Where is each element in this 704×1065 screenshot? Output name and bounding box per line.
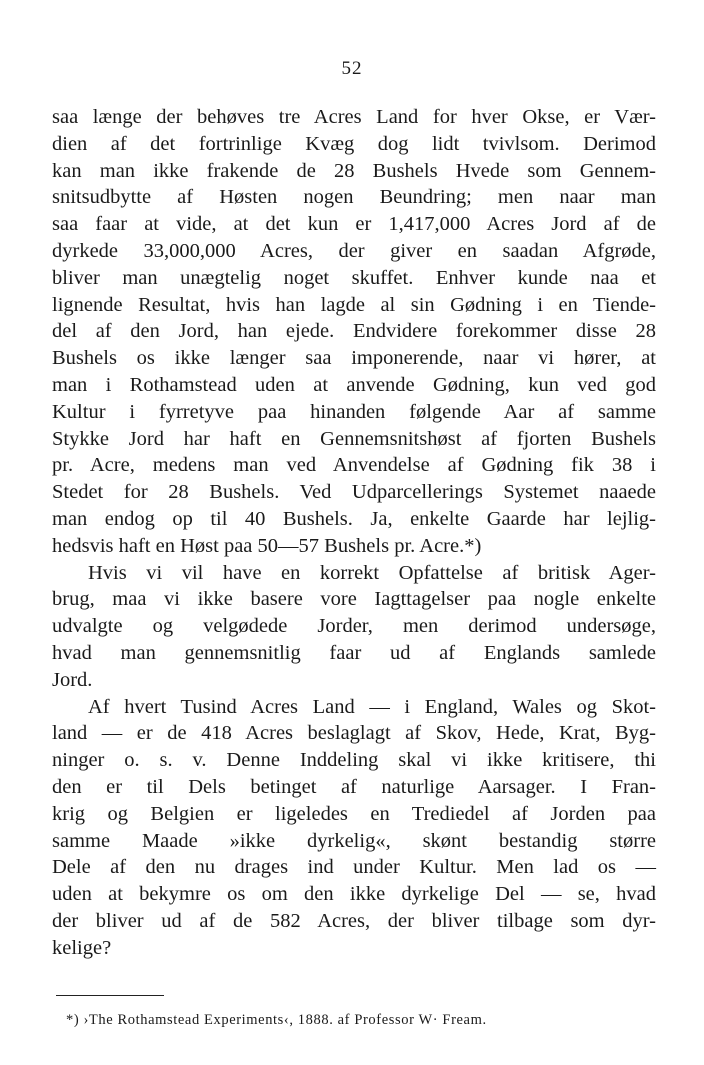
text-line: hedsvis haft en Høst paa 50—57 Bushels pr. Acre.*) xyxy=(52,534,482,557)
text-line: bliver man unægtelig noget skuffet. Enhver kunde naa et xyxy=(52,266,656,289)
text-line: Stedet for 28 Bushels. Ved Udparcellerings Systemet naaede xyxy=(52,481,656,504)
text-line: uden at bekymre os om den ikke dyrkelige Del — se, hvad xyxy=(52,883,656,906)
page-number: 52 xyxy=(341,58,363,79)
text-line: den er til Dels betinget af naturlige Aarsager. I Fran- xyxy=(52,775,656,798)
text-line: dien af det fortrinlige Kvæg dog lidt tvivlsom. Derimod xyxy=(52,132,656,155)
text-line: kelige? xyxy=(52,936,112,959)
text-line: man i Rothamstead uden at anvende Gødning, kun ved god xyxy=(52,373,656,396)
text-line: Dele af den nu drages ind under Kultur. Men lad os — xyxy=(52,856,656,879)
text-line: hvad man gennemsnitlig faar ud af Englands samlede xyxy=(52,641,656,664)
text-line: del af den Jord, han ejede. Endvidere forekommer disse 28 xyxy=(52,320,656,343)
text-line: der bliver ud af de 582 Acres, der bliver tilbage som dyr- xyxy=(52,909,656,932)
text-line: kan man ikke frakende de 28 Bushels Hvede som Gennem- xyxy=(52,159,656,182)
text-line: krig og Belgien er ligeledes en Trediedel af Jorden paa xyxy=(52,802,656,825)
paragraph xyxy=(52,694,656,962)
text-line: samme Maade »ikke dyrkelig«, skønt bestandig større xyxy=(52,829,656,852)
text-line: man endog op til 40 Bushels. Ja, enkelte Gaarde har lejlig- xyxy=(52,507,656,530)
footnote: *) ›The Rothamstead Experiments‹, 1888. af Professor W· Fream. xyxy=(66,1012,487,1028)
body-text xyxy=(52,104,656,962)
text-line: saa faar at vide, at det kun er 1,417,000 Acres Jord af de xyxy=(52,213,656,236)
text-line: dyrkede 33,000,000 Acres, der giver en saadan Afgrøde, xyxy=(52,239,656,262)
text-line: brug, maa vi ikke basere vore Iagttagelser paa nogle enkelte xyxy=(52,588,656,611)
paragraph xyxy=(52,560,656,694)
text-line: Af hvert Tusind Acres Land — i England, Wales og Skot- xyxy=(88,695,656,718)
text-line: Kultur i fyrretyve paa hinanden følgende Aar af samme xyxy=(52,400,656,423)
text-line: Stykke Jord har haft en Gennemsnitshøst af fjorten Bushels xyxy=(52,427,656,450)
text-line: land — er de 418 Acres beslaglagt af Skov, Hede, Krat, Byg- xyxy=(52,722,656,745)
text-line: Bushels os ikke længer saa imponerende, naar vi hører, at xyxy=(52,347,656,370)
text-line: snitsudbytte af Høsten nogen Beundring; men naar man xyxy=(52,186,656,209)
text-line: Hvis vi vil have en korrekt Opfattelse af britisk Ager- xyxy=(88,561,656,584)
text-line: Jord. xyxy=(52,668,93,691)
paragraph xyxy=(52,104,656,560)
text-line: udvalgte og velgødede Jorder, men derimod undersøge, xyxy=(52,615,656,638)
text-line: saa længe der behøves tre Acres Land for hver Okse, er Vær- xyxy=(52,106,656,128)
text-line: lignende Resultat, hvis han lagde al sin Gødning i en Tiende- xyxy=(52,293,656,316)
text-line: ninger o. s. v. Denne Inddeling skal vi ikke kritisere, thi xyxy=(52,749,656,772)
footnote-rule xyxy=(56,995,164,996)
text-line: pr. Acre, medens man ved Anvendelse af Gødning fik 38 i xyxy=(52,454,656,477)
